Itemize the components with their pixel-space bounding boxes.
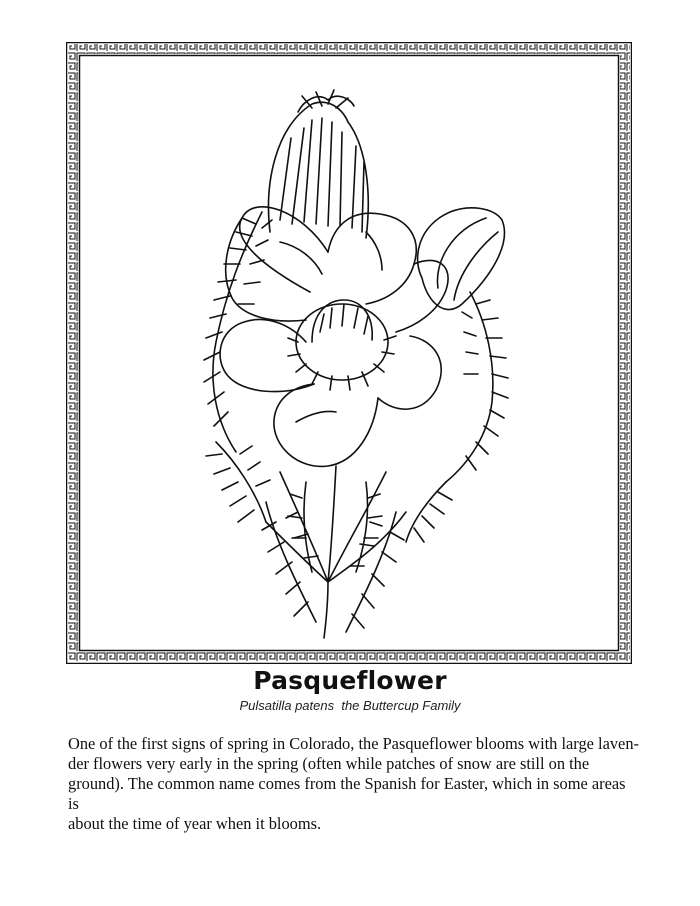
scientific-name-line (0, 698, 700, 713)
lower-foliage (262, 482, 404, 632)
flower-drawing (66, 42, 632, 664)
petals (220, 207, 448, 467)
page-title: Pasqueflower (253, 666, 447, 695)
flower-center (288, 300, 396, 390)
description-line: about the time of year when it blooms. (68, 814, 322, 833)
stems (266, 466, 406, 638)
description-line: One of the first signs of spring in Colorado, the Pasqueflower blooms with large laven- (68, 734, 639, 753)
plant-family: the Buttercup Family (341, 698, 461, 713)
description-line: der flowers very early in the spring (often while patches of snow are still on the (68, 754, 590, 773)
description-paragraph (68, 734, 640, 834)
pasqueflower-illustration (66, 42, 632, 664)
leaves-left (204, 212, 272, 522)
scientific-name: Pulsatilla patens (239, 698, 335, 713)
description-line: ground). The common name comes from the Spanish for Easter, which in some areas is (68, 774, 626, 813)
leaves-right (406, 292, 508, 542)
flower-bud (418, 208, 505, 310)
